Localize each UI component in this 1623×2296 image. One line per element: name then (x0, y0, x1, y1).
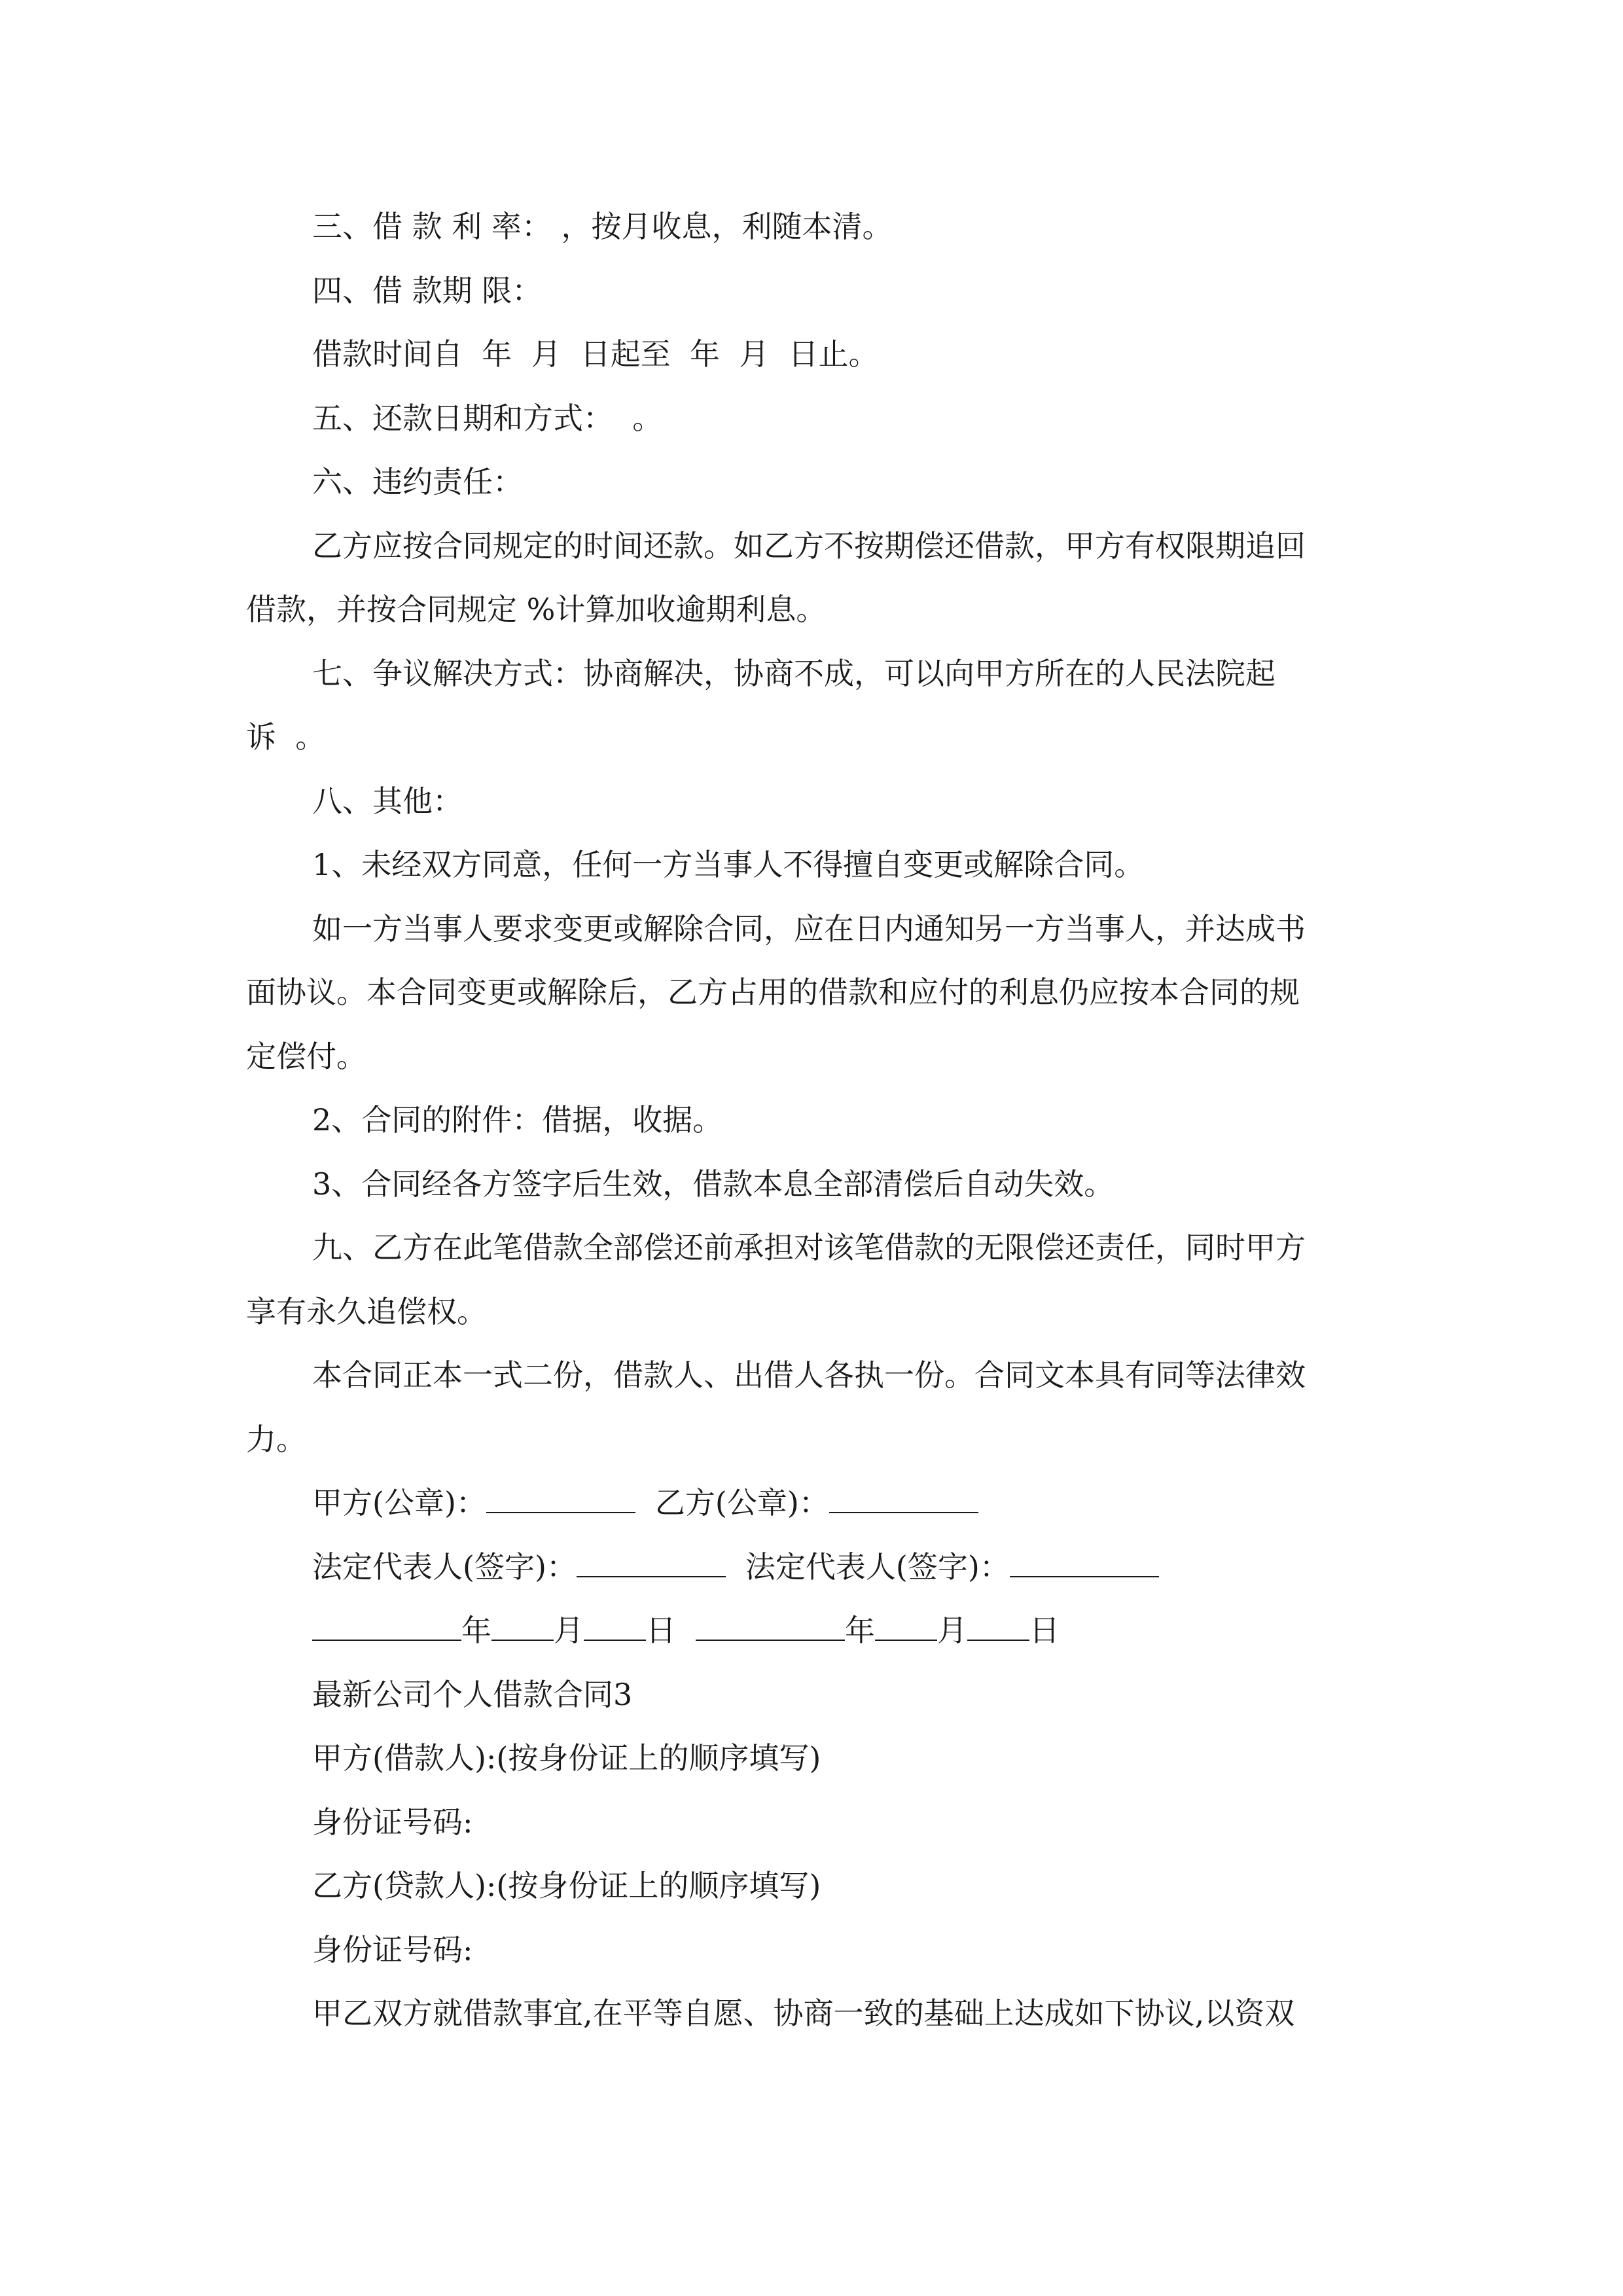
party-b-seal-blank (829, 1480, 978, 1513)
other-item-3: 3、合同经各方签字后生效，借款本息全部清偿后自动失效。 (312, 1166, 1115, 1202)
copies-paragraph-line-1: 本合同正本一式二份，借款人、出借人各执一份。合同文本具有同等法律效 (312, 1357, 1306, 1393)
date-a-month-label: 月 (554, 1613, 584, 1648)
second-contract-party-a: 甲方(借款人):(按身份证上的顺序填写) (312, 1740, 821, 1776)
document-body (246, 195, 1378, 2046)
date-b-day-label: 日 (1029, 1613, 1060, 1648)
date-a-day-label: 日 (646, 1613, 676, 1648)
clause-9-liability-line-1: 九、乙方在此笔借款全部偿还前承担对该笔借款的无限偿还责任，同时甲方 (312, 1230, 1306, 1265)
breach-paragraph-line-1: 乙方应按合同规定的时间还款。如乙方不按期偿还借款，甲方有权限期追回 (312, 528, 1306, 564)
party-b-seal-label: 乙方(公章)： (654, 1485, 829, 1520)
party-a-seal-blank (486, 1480, 635, 1513)
second-contract-party-b: 乙方(贷款人):(按身份证上的顺序填写) (312, 1868, 821, 1903)
clause-4-loan-term: 四、借 款期 限： (312, 272, 543, 308)
legal-rep-b-label: 法定代表人(签字)： (745, 1549, 1010, 1585)
date-b-year-label: 年 (845, 1613, 875, 1648)
clause-8-other: 八、其他： (312, 783, 463, 819)
date-a-year-blank (312, 1608, 461, 1641)
clause-6-breach: 六、违约责任： (312, 464, 523, 499)
date-row (246, 1599, 1378, 1663)
date-a-year-label: 年 (461, 1613, 491, 1648)
date-b-year-blank (696, 1608, 845, 1641)
clause-5-repayment: 五、还款日期和方式： 。 (312, 400, 663, 436)
second-contract-id-b: 身份证号码: (312, 1931, 473, 1967)
clause-7-dispute-line-2: 诉 。 (246, 719, 326, 755)
clause-3-interest-rate: 三、借 款 利 率： ，按月收息，利随本清。 (312, 209, 893, 244)
legal-rep-a-label: 法定代表人(签字)： (312, 1549, 577, 1585)
second-contract-intro: 甲乙双方就借款事宜,在平等自愿、协商一致的基础上达成如下协议,以资双 (312, 1996, 1295, 2031)
date-b-month-blank (875, 1608, 937, 1641)
date-a-day-blank (584, 1608, 646, 1641)
modification-paragraph-line-2: 面协议。本合同变更或解除后，乙方占用的借款和应付的利息仍应按本合同的规 (246, 975, 1300, 1010)
legal-rep-a-blank (577, 1545, 726, 1577)
legal-rep-b-blank (1010, 1545, 1159, 1577)
other-item-2: 2、合同的附件：借据，收据。 (312, 1102, 723, 1138)
second-contract-id-a: 身份证号码: (312, 1804, 473, 1840)
date-a-month-blank (491, 1608, 554, 1641)
clause-7-dispute-line-1: 七、争议解决方式：协商解决，协商不成，可以向甲方所在的人民法院起 (312, 655, 1275, 691)
date-b-month-label: 月 (937, 1613, 967, 1648)
copies-paragraph-line-2: 力。 (246, 1421, 306, 1457)
legal-rep-row (246, 1535, 1378, 1600)
loan-term-period: 借款时间自 年 月 日起至 年 月 日止。 (312, 336, 879, 372)
clause-9-liability-line-2: 享有永久追偿权。 (246, 1293, 487, 1329)
second-contract-title: 最新公司个人借款合同3 (312, 1676, 633, 1712)
party-a-seal-label: 甲方(公章)： (312, 1485, 486, 1520)
seal-row (246, 1471, 1378, 1535)
modification-paragraph-line-1: 如一方当事人要求变更或解除合同，应在日内通知另一方当事人，并达成书 (312, 910, 1306, 946)
other-item-1: 1、未经双方同意，任何一方当事人不得擅自变更或解除合同。 (312, 847, 1145, 882)
breach-paragraph-line-2: 借款，并按合同规定 %计算加收逾期利息。 (246, 592, 827, 627)
date-b-day-blank (967, 1608, 1029, 1641)
modification-paragraph-line-3: 定偿付。 (246, 1038, 366, 1074)
